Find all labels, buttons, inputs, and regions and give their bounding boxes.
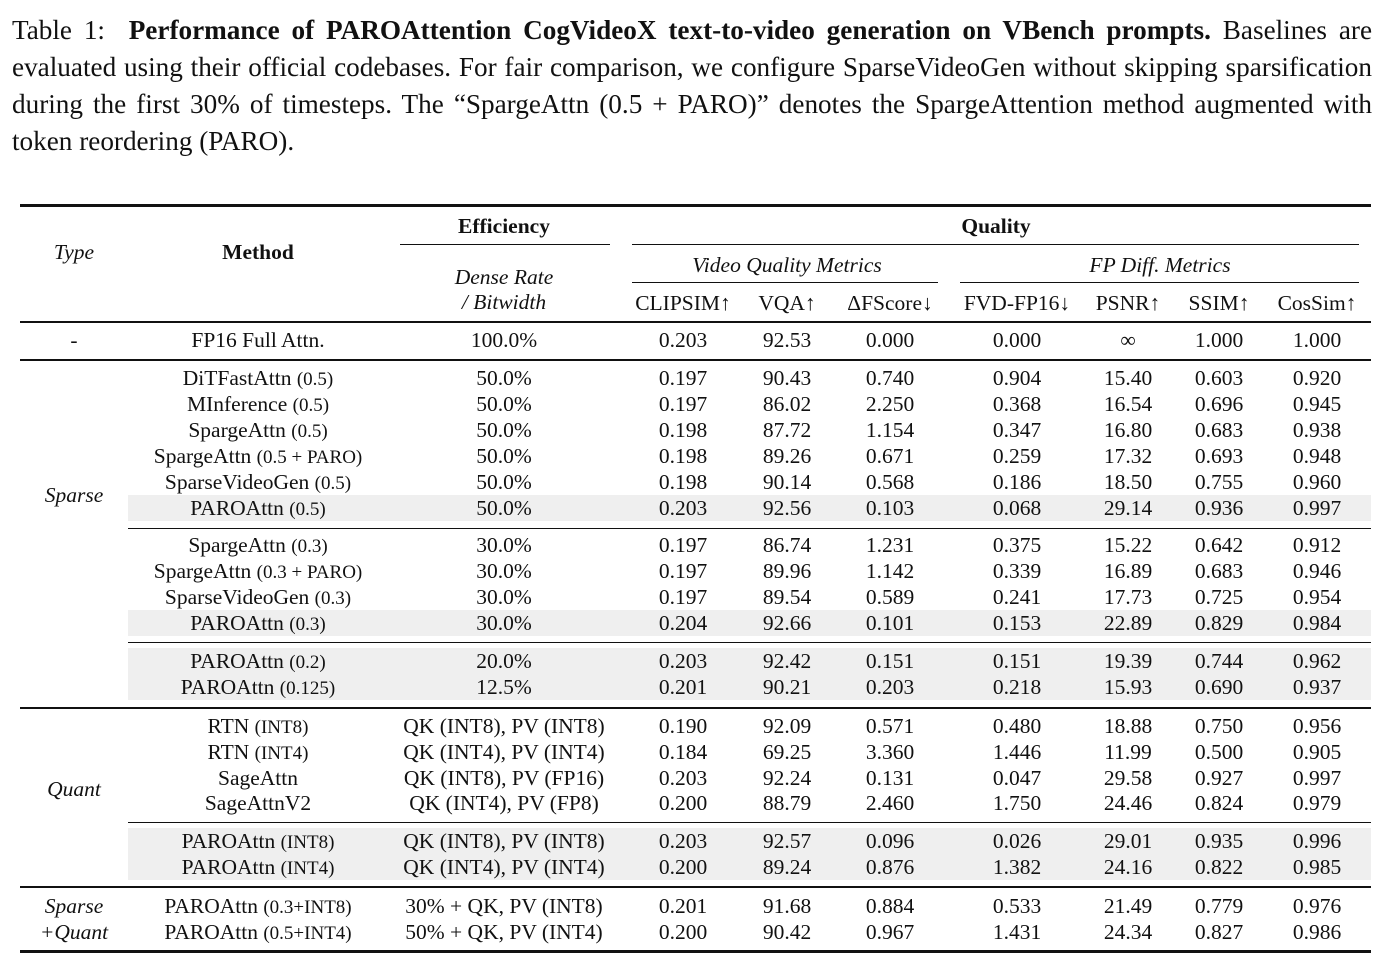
table-cell-psnr: ∞ [1120, 328, 1136, 352]
table-cell-ssim: 0.827 [1194, 920, 1244, 944]
table-cell-psnr: 29.01 [1103, 829, 1153, 853]
header-dense-rate: Dense Rate [454, 265, 554, 289]
table-cell-psnr: 24.34 [1103, 920, 1153, 944]
table-cell-eff: 50.0% [476, 470, 532, 494]
sparse-sub-rule [128, 642, 1371, 643]
table-cell-ssim: 0.642 [1194, 533, 1244, 557]
method-suffix: (0.5) [292, 395, 330, 416]
table-cell-fscore: 0.967 [865, 920, 915, 944]
table-cell-fvd: 1.431 [992, 920, 1042, 944]
table-row-method [164, 919, 351, 947]
header-method: Method [222, 240, 294, 264]
table-cell-psnr: 24.16 [1103, 855, 1153, 879]
table-cell-psnr: 29.14 [1103, 496, 1153, 520]
table-cell-fscore: 0.203 [865, 675, 915, 699]
header-type: Type [53, 240, 95, 264]
table-caption [12, 12, 1372, 160]
table-cell-fscore: 0.876 [865, 855, 915, 879]
method-name: MInference [186, 392, 288, 416]
table-cell-fvd: 0.153 [992, 611, 1042, 635]
method-suffix: (0.5 + PARO) [256, 447, 363, 468]
table-row-method [182, 854, 335, 882]
method-name: FP16 Full Attn. [191, 328, 325, 352]
table-cell-ssim: 0.935 [1194, 829, 1244, 853]
table-row-method [191, 327, 324, 353]
table-cell-fvd: 0.151 [992, 649, 1042, 673]
table-cell-fvd: 0.000 [992, 328, 1042, 352]
table-cell-fvd: 0.218 [992, 675, 1042, 699]
method-suffix: (INT4) [254, 743, 309, 764]
table-cell-fscore: 1.231 [865, 533, 915, 557]
fp-underline [960, 282, 1359, 283]
table-cell-ssim: 0.690 [1194, 675, 1244, 699]
table-cell-ssim: 1.000 [1194, 328, 1244, 352]
method-name: PAROAttn [181, 855, 276, 879]
table-cell-ssim: 0.755 [1194, 470, 1244, 494]
group-type-fp16: - [70, 328, 78, 352]
table-cell-vqa: 86.02 [762, 392, 812, 416]
method-name: SparseVideoGen [164, 470, 310, 494]
table-cell-cossim: 0.996 [1292, 829, 1342, 853]
method-suffix: (0.125) [279, 678, 336, 699]
table-cell-clipsim: 0.197 [658, 559, 708, 583]
table-cell-fvd: 0.533 [992, 894, 1042, 918]
table-row-method [164, 893, 351, 921]
table-cell-clipsim: 0.198 [658, 444, 708, 468]
table-cell-clipsim: 0.203 [658, 829, 708, 853]
quant-rule [20, 886, 1371, 888]
table-cell-vqa: 90.42 [762, 920, 812, 944]
table-cell-cossim: 0.954 [1292, 585, 1342, 609]
table-cell-cossim: 0.984 [1292, 611, 1342, 635]
caption-bold-title: Performance of PAROAttention CogVideoX text-to-video generation on VBench prompts. [128, 15, 1211, 45]
table-cell-cossim: 0.960 [1292, 470, 1342, 494]
table-cell-clipsim: 0.190 [658, 714, 708, 738]
vq-underline [632, 282, 938, 283]
table-cell-clipsim: 0.203 [658, 496, 708, 520]
table-cell-clipsim: 0.204 [658, 611, 708, 635]
table-cell-psnr: 17.32 [1103, 444, 1153, 468]
table-cell-cossim: 0.985 [1292, 855, 1342, 879]
table-cell-ssim: 0.603 [1194, 366, 1244, 390]
table-cell-psnr: 19.39 [1103, 649, 1153, 673]
table-row-method [183, 365, 333, 393]
quality-underline [632, 244, 1359, 245]
table-row-method [181, 674, 335, 702]
method-suffix: (0.5) [289, 499, 326, 520]
table-cell-vqa: 92.56 [762, 496, 812, 520]
table-cell-fscore: 0.671 [865, 444, 915, 468]
table-cell-clipsim: 0.198 [658, 470, 708, 494]
table-cell-psnr: 15.22 [1103, 533, 1153, 557]
fp16-rule [20, 359, 1371, 361]
table-cell-eff: QK (INT4), PV (INT4) [403, 740, 605, 764]
table-cell-ssim: 0.693 [1194, 444, 1244, 468]
table-row-method [208, 713, 309, 741]
table-cell-ssim: 0.500 [1194, 740, 1244, 764]
group-type-sparse-quant-1: Sparse [44, 894, 104, 918]
table-cell-clipsim: 0.184 [658, 740, 708, 764]
table-cell-fvd: 0.480 [992, 714, 1042, 738]
column-header-psnr: PSNR↑ [1095, 291, 1161, 315]
table-cell-eff: 30% + QK, PV (INT8) [405, 894, 603, 918]
table-row-method [218, 765, 298, 791]
table-cell-fscore: 0.103 [865, 496, 915, 520]
table-cell-vqa: 91.68 [762, 894, 812, 918]
table-cell-vqa: 86.74 [762, 533, 812, 557]
table-cell-fvd: 0.259 [992, 444, 1042, 468]
method-name: SpargeAttn [188, 418, 286, 442]
table-cell-fscore: 0.740 [865, 366, 915, 390]
method-name: SpargeAttn [153, 559, 252, 583]
results-table [20, 204, 1371, 956]
column-header-cossim: CosSim↑ [1277, 291, 1357, 315]
table-cell-cossim: 0.962 [1292, 649, 1342, 673]
method-suffix: (INT8) [254, 717, 309, 738]
table-cell-cossim: 0.997 [1292, 766, 1342, 790]
method-suffix: (0.3) [289, 614, 326, 635]
method-suffix: (0.5) [291, 421, 328, 442]
table-cell-ssim: 0.750 [1194, 714, 1244, 738]
table-cell-vqa: 89.26 [762, 444, 812, 468]
table-cell-psnr: 16.54 [1103, 392, 1153, 416]
table-cell-psnr: 15.93 [1103, 675, 1153, 699]
efficiency-underline [400, 244, 610, 245]
table-cell-clipsim: 0.200 [658, 791, 708, 815]
table-cell-clipsim: 0.198 [658, 418, 708, 442]
table-cell-psnr: 29.58 [1103, 766, 1153, 790]
method-name: SparseVideoGen [164, 585, 310, 609]
table-cell-fvd: 1.750 [992, 791, 1042, 815]
table-row-method [188, 532, 327, 560]
table-cell-eff: 50.0% [476, 418, 532, 442]
table-cell-vqa: 92.57 [762, 829, 812, 853]
table-cell-cossim: 0.986 [1292, 920, 1342, 944]
table-cell-fscore: 1.154 [865, 418, 915, 442]
table-cell-clipsim: 0.203 [658, 328, 708, 352]
table-cell-psnr: 11.99 [1104, 740, 1152, 764]
table-cell-fscore: 0.000 [865, 328, 915, 352]
table-cell-vqa: 92.09 [762, 714, 812, 738]
table-cell-psnr: 21.49 [1103, 894, 1153, 918]
caption-body: Baselines are evaluated using their official codebases. For fair comparison, we configure SparseVideoGen without skipping sparsification during the first 30% of timesteps. The “SpargeAttn (0.5 + PARO)” denotes the SpargeAttention method augmented with token reordering (PARO). [12, 15, 1373, 156]
table-cell-fvd: 0.347 [992, 418, 1042, 442]
table-cell-clipsim: 0.197 [658, 366, 708, 390]
table-row-method [208, 739, 309, 767]
table-cell-psnr: 22.89 [1103, 611, 1153, 635]
method-name: RTN [207, 740, 250, 764]
table-cell-fscore: 2.250 [865, 392, 915, 416]
table-cell-cossim: 0.997 [1292, 496, 1342, 520]
table-row-method [190, 495, 325, 523]
table-cell-eff: 50% + QK, PV (INT4) [405, 920, 603, 944]
method-suffix: (INT8) [280, 832, 335, 853]
table-cell-vqa: 88.79 [762, 791, 812, 815]
table-cell-clipsim: 0.197 [658, 585, 708, 609]
header-fp-diff-group: FP Diff. Metrics [1089, 253, 1231, 277]
table-cell-cossim: 0.920 [1292, 366, 1342, 390]
table-cell-ssim: 0.927 [1194, 766, 1244, 790]
table-cell-fscore: 0.101 [865, 611, 915, 635]
table-cell-eff: 50.0% [476, 444, 532, 468]
table-cell-clipsim: 0.201 [658, 894, 708, 918]
table-cell-fscore: 0.571 [865, 714, 915, 738]
table-cell-cossim: 0.948 [1292, 444, 1342, 468]
table-cell-eff: 12.5% [476, 675, 532, 699]
table-cell-fvd: 0.904 [992, 366, 1042, 390]
method-name: PAROAttn [180, 675, 275, 699]
table-cell-fvd: 0.368 [992, 392, 1042, 416]
column-header-ssim: SSIM↑ [1188, 291, 1250, 315]
table-cell-fvd: 0.375 [992, 533, 1042, 557]
table-cell-ssim: 0.779 [1194, 894, 1244, 918]
method-name: RTN [207, 714, 250, 738]
column-header-fvd: FVD-FP16↓ [963, 291, 1071, 315]
table-cell-fvd: 0.047 [992, 766, 1042, 790]
table-cell-fvd: 0.068 [992, 496, 1042, 520]
table-cell-fscore: 3.360 [865, 740, 915, 764]
table-cell-clipsim: 0.203 [658, 766, 708, 790]
header-rule [20, 321, 1371, 323]
table-cell-cossim: 0.945 [1292, 392, 1342, 416]
method-suffix: (0.5+INT4) [263, 923, 352, 944]
table-cell-vqa: 89.24 [762, 855, 812, 879]
table-row-method [188, 417, 327, 445]
column-header-vqa: VQA↑ [758, 291, 816, 315]
table-cell-clipsim: 0.197 [658, 533, 708, 557]
table-cell-vqa: 90.14 [762, 470, 812, 494]
column-header-fscore: ΔFScore↓ [847, 291, 933, 315]
table-cell-psnr: 16.80 [1103, 418, 1153, 442]
table-row-method [165, 469, 351, 497]
table-cell-cossim: 0.979 [1292, 791, 1342, 815]
table-cell-fscore: 0.096 [865, 829, 915, 853]
table-cell-eff: QK (INT8), PV (INT8) [403, 714, 605, 738]
table-cell-eff: 50.0% [476, 496, 532, 520]
table-cell-cossim: 0.937 [1292, 675, 1342, 699]
table-cell-fscore: 2.460 [865, 791, 915, 815]
table-cell-cossim: 0.946 [1292, 559, 1342, 583]
table-cell-eff: QK (INT4), PV (INT4) [403, 855, 605, 879]
table-cell-clipsim: 0.200 [658, 855, 708, 879]
table-cell-eff: QK (INT8), PV (FP16) [403, 766, 605, 790]
bottom-rule [20, 950, 1371, 953]
table-cell-ssim: 0.744 [1194, 649, 1244, 673]
group-type-sparse: Sparse [44, 483, 104, 507]
method-name: PAROAttn [164, 894, 258, 918]
header-video-quality-group: Video Quality Metrics [692, 253, 882, 277]
table-cell-ssim: 0.683 [1194, 559, 1244, 583]
table-cell-psnr: 24.46 [1103, 791, 1153, 815]
table-row-method [190, 648, 325, 676]
table-row-method [165, 584, 351, 612]
method-name: DiTFastAttn [182, 366, 292, 390]
method-name: SageAttnV2 [204, 791, 312, 815]
table-cell-psnr: 16.89 [1103, 559, 1153, 583]
table-cell-eff: 50.0% [476, 366, 532, 390]
method-name: PAROAttn [181, 829, 276, 853]
method-name: PAROAttn [190, 649, 284, 673]
method-name: SpargeAttn [153, 444, 252, 468]
top-rule [20, 204, 1371, 207]
method-name: PAROAttn [190, 496, 284, 520]
table-cell-clipsim: 0.203 [658, 649, 708, 673]
table-cell-ssim: 0.822 [1194, 855, 1244, 879]
table-cell-fscore: 0.151 [865, 649, 915, 673]
table-cell-cossim: 0.938 [1292, 418, 1342, 442]
table-cell-eff: QK (INT4), PV (FP8) [409, 791, 599, 815]
table-cell-ssim: 0.683 [1194, 418, 1244, 442]
method-suffix: (0.2) [289, 652, 326, 673]
table-cell-ssim: 0.725 [1194, 585, 1244, 609]
group-type-quant: Quant [47, 777, 101, 801]
method-name: SpargeAttn [188, 533, 286, 557]
table-cell-eff: 100.0% [470, 328, 538, 352]
table-cell-fvd: 0.186 [992, 470, 1042, 494]
table-cell-fscore: 0.131 [865, 766, 915, 790]
table-cell-eff: 30.0% [476, 611, 532, 635]
method-name: PAROAttn [164, 920, 258, 944]
table-cell-fvd: 0.026 [992, 829, 1042, 853]
table-cell-ssim: 0.824 [1194, 791, 1244, 815]
table-row-method [154, 558, 362, 586]
column-header-clipsim: CLIPSIM↑ [635, 291, 731, 315]
table-cell-fvd: 0.241 [992, 585, 1042, 609]
table-cell-vqa: 90.43 [762, 366, 812, 390]
quant-sub-rule [128, 822, 1371, 823]
table-row-method [190, 610, 325, 638]
table-cell-eff: 30.0% [476, 585, 532, 609]
group-type-sparse-quant-2: +Quant [39, 920, 109, 944]
table-cell-fscore: 0.589 [865, 585, 915, 609]
table-cell-ssim: 0.696 [1194, 392, 1244, 416]
method-name: SageAttn [217, 766, 299, 790]
table-cell-fvd: 1.382 [992, 855, 1042, 879]
table-cell-vqa: 92.66 [762, 611, 812, 635]
table-cell-cossim: 0.905 [1292, 740, 1342, 764]
table-cell-cossim: 0.912 [1292, 533, 1342, 557]
table-row-method [154, 443, 362, 471]
table-cell-vqa: 89.54 [762, 585, 812, 609]
table-cell-eff: 30.0% [476, 533, 532, 557]
table-cell-vqa: 89.96 [762, 559, 812, 583]
table-cell-fscore: 0.568 [865, 470, 915, 494]
table-cell-fvd: 1.446 [992, 740, 1042, 764]
method-suffix: (0.5) [314, 473, 352, 494]
method-name: PAROAttn [190, 611, 284, 635]
method-suffix: (0.5) [296, 369, 334, 390]
header-quality: Quality [961, 214, 1031, 238]
header-bitwidth: / Bitwidth [461, 290, 547, 314]
table-cell-ssim: 0.936 [1194, 496, 1244, 520]
table-cell-eff: 50.0% [476, 392, 532, 416]
table-row-method [182, 828, 335, 856]
method-suffix: (0.3 + PARO) [256, 562, 363, 583]
table-cell-ssim: 0.829 [1194, 611, 1244, 635]
table-cell-vqa: 69.25 [762, 740, 812, 764]
method-suffix: (0.3+INT8) [263, 897, 352, 918]
table-cell-fscore: 0.884 [865, 894, 915, 918]
table-row-method [205, 790, 311, 816]
table-cell-cossim: 0.956 [1292, 714, 1342, 738]
table-cell-vqa: 92.53 [762, 328, 812, 352]
table-cell-cossim: 1.000 [1292, 328, 1342, 352]
sparse-rule [20, 707, 1371, 709]
caption-label: Table 1: [12, 15, 105, 45]
table-cell-vqa: 92.24 [762, 766, 812, 790]
table-cell-vqa: 87.72 [762, 418, 812, 442]
table-cell-cossim: 0.976 [1292, 894, 1342, 918]
table-cell-vqa: 90.21 [762, 675, 812, 699]
table-cell-psnr: 18.50 [1103, 470, 1153, 494]
table-row-method [187, 391, 329, 419]
table-cell-eff: 30.0% [476, 559, 532, 583]
method-suffix: (INT4) [280, 858, 335, 879]
method-suffix: (0.3) [291, 536, 328, 557]
table-cell-clipsim: 0.201 [658, 675, 708, 699]
table-cell-psnr: 15.40 [1103, 366, 1153, 390]
table-cell-eff: 20.0% [476, 649, 532, 673]
sparse-sub-rule [128, 528, 1371, 529]
table-cell-eff: QK (INT8), PV (INT8) [403, 829, 605, 853]
table-cell-clipsim: 0.200 [658, 920, 708, 944]
table-cell-psnr: 17.73 [1103, 585, 1153, 609]
table-cell-psnr: 18.88 [1103, 714, 1153, 738]
table-cell-vqa: 92.42 [762, 649, 812, 673]
table-cell-fscore: 1.142 [865, 559, 915, 583]
header-efficiency: Efficiency [458, 214, 550, 238]
table-cell-fvd: 0.339 [992, 559, 1042, 583]
table-cell-clipsim: 0.197 [658, 392, 708, 416]
method-suffix: (0.3) [314, 588, 352, 609]
